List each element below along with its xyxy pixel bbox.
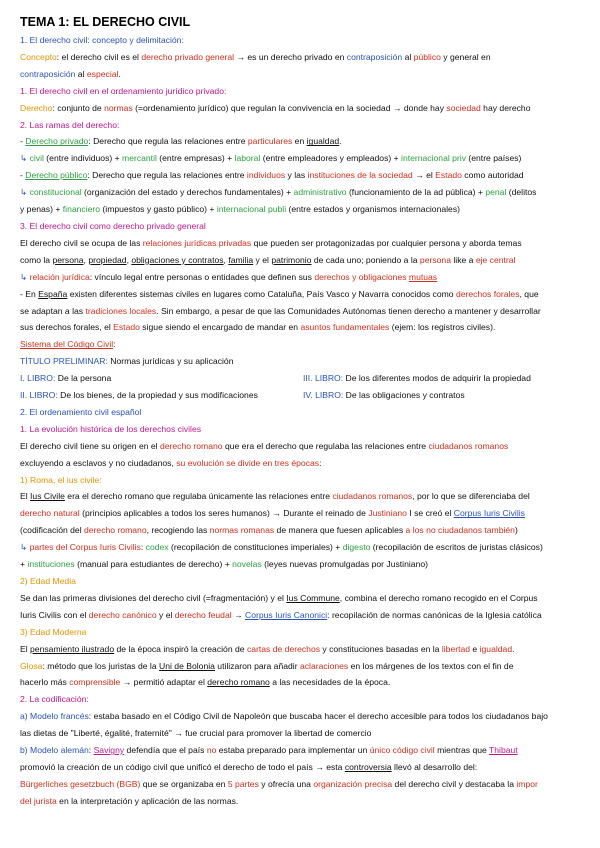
text-run: individuos <box>246 170 286 181</box>
text-run: ) <box>514 525 518 536</box>
text-run: eje central <box>475 254 516 265</box>
text-line <box>20 353 586 370</box>
text-run: : <box>140 542 146 553</box>
text-run: : vínculo legal entre personas o entidades que definen sus <box>89 271 315 282</box>
text-run: familia <box>228 254 254 265</box>
text-run: derecho feudal <box>174 609 232 620</box>
text-run: organización precisa <box>313 778 393 789</box>
text-run: igualdad <box>479 643 513 654</box>
text-run: novelas <box>232 559 262 570</box>
text-run: Glosa <box>20 660 43 671</box>
column-cell <box>20 387 303 404</box>
text-run: (entre estados y organismos internacionales) <box>286 204 460 215</box>
text-run: instituciones <box>27 559 75 570</box>
text-run: a los no ciudadanos también <box>405 525 515 536</box>
text-run: sus derechos forales, el <box>20 322 114 333</box>
text-run: . <box>339 136 342 147</box>
text-run: y penas) + <box>20 204 63 215</box>
text-run: (entre individuos) + <box>43 153 123 164</box>
text-run: De los bienes, de la propiedad y sus modificaciones <box>57 390 258 401</box>
text-run: al <box>402 51 414 62</box>
text-run: digesto <box>342 542 371 553</box>
text-run: IV. LIBRO: <box>303 390 344 401</box>
text-run: ↳ <box>20 271 30 282</box>
text-run: Concepto <box>20 51 57 62</box>
text-run: , combina el derecho romano recogido en el Corpus <box>339 592 538 603</box>
text-run: 2. Las ramas del derecho: <box>20 119 120 130</box>
text-run: del derecho civil y destacaba la <box>392 778 517 789</box>
text-run: codex <box>145 542 169 553</box>
column-cell <box>303 387 586 404</box>
text-run: 3. El derecho civil como derecho privado general <box>20 220 206 231</box>
document-body <box>20 32 586 810</box>
text-run: (codificación del <box>20 525 85 536</box>
text-run: y constituciones basadas en la <box>320 643 442 654</box>
text-run: y general en <box>440 51 491 62</box>
text-run: . <box>512 643 515 654</box>
text-run: Sistema del Código Civil <box>20 339 114 350</box>
text-run: Thibaut <box>489 745 518 756</box>
text-run: : <box>88 745 94 756</box>
text-run: contraposición <box>20 68 76 79</box>
text-run: b) Modelo alemán <box>20 745 89 756</box>
text-run: especial <box>86 68 119 79</box>
text-run: : <box>319 457 322 468</box>
text-run: que pueden ser protagonizadas por cualquier persona y aborda temas <box>251 237 522 248</box>
text-run: patrimonio <box>271 254 312 265</box>
text-run: 1) Roma, el ius civile: <box>20 474 102 485</box>
text-run: Corpus Iuris Canonici <box>245 609 328 620</box>
text-run: Ius Civile <box>30 491 65 502</box>
text-run: laboral <box>234 153 261 164</box>
text-run: existen diferentes sistemas civiles en lugares como Cataluña, País Vasco y Navarra conocidos como <box>67 288 456 299</box>
text-run: persona <box>419 254 451 265</box>
text-line <box>20 759 586 776</box>
text-run: Normas jurídicas y su aplicación <box>107 356 234 367</box>
text-run: : Derecho que regula las relaciones entre <box>87 170 247 181</box>
text-run: comprensible <box>69 677 121 688</box>
text-run: derecho natural <box>20 508 80 519</box>
text-run: pensamiento ilustrado <box>30 643 115 654</box>
text-run: , por lo que se diferenciaba del <box>412 491 530 502</box>
text-line <box>20 607 586 624</box>
text-run: financiero <box>62 204 101 215</box>
page-title: TEMA 1: EL DERECHO CIVIL <box>20 15 191 29</box>
two-column-line <box>20 370 586 387</box>
text-line <box>20 32 586 49</box>
text-run: promovió la creación de un código civil que unificó el derecho de todo el país → esta <box>20 761 345 772</box>
text-line <box>20 66 586 83</box>
text-run: tradiciones locales <box>85 305 157 316</box>
text-run: (organización del estado y derechos fundamentales) + <box>81 187 294 198</box>
text-run: único código civil <box>369 745 435 756</box>
text-line <box>20 573 586 590</box>
text-line <box>20 438 586 455</box>
text-run: , <box>223 254 229 265</box>
text-run: relación jurídica <box>29 271 90 282</box>
text-run: ciudadanos romanos <box>428 440 509 451</box>
text-run: De las obligaciones y contratos <box>343 390 465 401</box>
text-run: aclaraciones <box>299 660 349 671</box>
text-run: mercantil <box>122 153 157 164</box>
text-run: administrativo <box>293 187 347 198</box>
text-run: El derecho civil se ocupa de las <box>20 237 143 248</box>
text-run: ciudadanos romanos <box>332 491 413 502</box>
text-run: impor <box>516 778 538 789</box>
text-run: , <box>83 254 89 265</box>
text-run: derechos forales <box>455 288 520 299</box>
text-line <box>20 150 586 167</box>
text-run: de manera que fuesen aplicables <box>274 525 406 536</box>
text-run: excluyendo a esclavos y no ciudadanos, <box>20 457 177 468</box>
text-line <box>20 336 586 353</box>
text-line <box>20 167 586 184</box>
text-run: 5 partes <box>227 778 259 789</box>
text-run: partes del Corpus Iuris Civilis <box>29 542 141 553</box>
text-run: → permitió adaptar el <box>120 677 208 688</box>
text-run: y el <box>156 609 175 620</box>
text-run: derecho romano <box>207 677 270 688</box>
text-line <box>20 793 586 810</box>
text-run: 2) Edad Media <box>20 576 76 586</box>
text-run: España <box>38 288 68 299</box>
text-run: obligaciones y contratos <box>131 254 224 265</box>
text-run: hay derecho <box>480 102 531 113</box>
text-run: normas <box>104 102 133 113</box>
text-run: (funcionamiento de la ad pública) + <box>346 187 486 198</box>
text-run: (entre empresas) + <box>156 153 235 164</box>
text-run: (entre empleadores y empleados) + <box>260 153 402 164</box>
text-run: Bürgerliches gesetzbuch (BGB) <box>20 778 141 789</box>
text-run: Estado <box>113 322 140 333</box>
text-run: sociedad <box>446 102 481 113</box>
text-run: derechos y obligaciones <box>314 271 407 282</box>
text-line <box>20 624 586 641</box>
text-run: que se organizaba en <box>140 778 228 789</box>
text-run: controversia <box>344 761 392 772</box>
text-run: normas romanas <box>209 525 275 536</box>
text-run: - En <box>20 288 39 299</box>
text-run: De la persona <box>55 373 112 384</box>
text-run: ↳ <box>20 542 30 553</box>
text-run: I se creó el <box>406 508 454 519</box>
text-line <box>20 725 586 742</box>
text-line <box>20 201 586 218</box>
text-run: constitucional <box>29 187 82 198</box>
text-run: - <box>20 136 26 147</box>
text-run: like a <box>450 254 476 265</box>
text-run: y las <box>285 170 308 181</box>
text-line <box>20 658 586 675</box>
text-line <box>20 472 586 489</box>
text-run: TÍTULO PRELIMINAR: <box>20 356 108 367</box>
text-run: en <box>292 136 307 147</box>
text-run: Ius Commune <box>286 592 340 603</box>
text-line <box>20 776 586 793</box>
text-run: sigue siendo el encargado de mandar en <box>139 322 301 333</box>
text-run: . <box>118 68 121 79</box>
text-run: internacional priv <box>401 153 466 164</box>
text-run: Derecho <box>20 102 53 113</box>
text-run: del jurista <box>20 795 57 806</box>
text-run: su evolución se divide en tres épocas <box>176 457 320 468</box>
text-run: : <box>113 339 116 350</box>
text-run: y el <box>253 254 272 265</box>
text-run: utilizaron para añadir <box>214 660 300 671</box>
text-run: de la época inspiró la creación de <box>114 643 247 654</box>
column-cell <box>20 370 303 387</box>
text-line <box>20 691 586 708</box>
text-run: I. LIBRO: <box>20 373 56 384</box>
text-run: → es un derecho privado en <box>234 51 347 62</box>
text-run: 2. La codificación: <box>20 694 89 705</box>
text-run: 1. El derecho civil: concepto y delimitación: <box>20 35 184 45</box>
text-run: Estado <box>435 170 462 181</box>
text-run: : estaba basado en el Código Civil de Napoleón que buscaba hacer el derecho accesible para todos los ciudadanos bajo <box>88 711 548 722</box>
column-cell <box>303 370 586 387</box>
text-run: penal <box>485 187 507 198</box>
text-run: → el <box>412 170 436 181</box>
text-run: (=ordenamiento jurídico) que regulan la convivencia en la sociedad → donde hay <box>132 102 447 113</box>
text-run: a las necesidades de la época. <box>269 677 391 688</box>
text-run: instituciones de la sociedad <box>307 170 413 181</box>
text-run: Derecho público <box>25 170 88 181</box>
text-run: Justiniano <box>368 508 407 519</box>
text-run: Savigny <box>93 745 125 756</box>
text-run: ↳ <box>20 187 30 198</box>
text-line <box>20 133 586 150</box>
text-run: Derecho privado <box>25 136 89 147</box>
text-line <box>20 708 586 725</box>
text-run: Iuris Civilis con el <box>20 609 89 620</box>
text-line <box>20 505 586 522</box>
text-run: : método que los juristas de la <box>42 660 160 671</box>
text-line <box>20 83 586 100</box>
text-run: → <box>231 609 246 620</box>
text-run: en los márgenes de los textos con el fin de <box>348 660 514 671</box>
text-run: El <box>20 491 31 502</box>
text-run: 3) Edad Moderna <box>20 626 87 637</box>
text-run: asuntos fundamentales <box>300 322 390 333</box>
text-run: al <box>75 68 87 79</box>
text-line <box>20 184 586 201</box>
text-line <box>20 522 586 539</box>
text-run: : el derecho civil es el <box>56 51 142 62</box>
text-line <box>20 235 586 252</box>
text-run: : recopilación de normas canónicas de la Iglesia católica <box>327 609 542 620</box>
text-run: Se dan las primeras divisiones del derecho civil (=fragmentación) y el <box>20 592 287 603</box>
text-run: mutuas <box>408 271 438 282</box>
text-run: que era el derecho que regulaba las relaciones entre <box>222 440 429 451</box>
text-line <box>20 455 586 472</box>
text-run: (entre países) <box>466 153 522 164</box>
text-line <box>20 303 586 320</box>
text-run: : Derecho que regula las relaciones entre <box>88 136 248 147</box>
text-run: 2. El ordenamiento civil español <box>20 406 142 417</box>
text-run: (delitos <box>506 187 537 198</box>
text-line <box>20 556 586 573</box>
text-run: las dietas de "Liberté, égalité, fraternité" → fue crucial para promover la libertad de comercio <box>20 728 372 739</box>
text-run: + <box>20 559 28 570</box>
text-run: (leyes nuevas promulgadas por Justiniano) <box>261 559 428 570</box>
text-run: El <box>20 643 31 654</box>
text-line <box>20 641 586 658</box>
text-run: internacional publi <box>216 204 287 215</box>
text-line <box>20 117 586 134</box>
text-run: 1. El derecho civil en el ordenamiento jurídico privado: <box>20 85 227 96</box>
text-run: Corpus Iuris Civilis <box>453 508 525 519</box>
text-run: hacerlo más <box>20 677 70 688</box>
text-run: : conjunto de <box>52 102 105 113</box>
text-run: derecho romano <box>84 525 147 536</box>
text-run: , <box>126 254 132 265</box>
text-run: de cada uno; poniendo a la <box>311 254 420 265</box>
text-run: como autoridad <box>461 170 524 181</box>
text-line <box>20 590 586 607</box>
text-run: y ofrecía una <box>258 778 314 789</box>
text-line <box>20 488 586 505</box>
text-run: - <box>20 170 26 181</box>
text-run: estaba preparado para implementar un <box>216 745 370 756</box>
text-line <box>20 252 586 269</box>
text-line <box>20 218 586 235</box>
text-run: llevó al desarrollo del: <box>391 761 478 772</box>
text-line <box>20 539 586 556</box>
text-run: era el derecho romano que regulaba únicamente las relaciones entre <box>64 491 333 502</box>
text-run: (recopilación de escritos de juristas clásicos) <box>370 542 543 553</box>
text-run: particulares <box>247 136 293 147</box>
text-line <box>20 100 586 117</box>
text-run: civil <box>29 153 44 164</box>
text-run: (manual para estudiantes de derecho) + <box>74 559 233 570</box>
text-run: (recopilación de constituciones imperiales) + <box>168 542 343 553</box>
text-run: derecho privado general <box>141 51 235 62</box>
text-run: como la <box>20 254 53 265</box>
text-line <box>20 421 586 438</box>
text-run: cartas de derechos <box>246 643 321 654</box>
text-line <box>20 49 586 66</box>
text-run: se adaptan a las <box>20 305 86 316</box>
text-run: en la interpretación y aplicación de las normas. <box>56 795 239 806</box>
text-line <box>20 269 586 286</box>
text-run: contraposición <box>346 51 403 62</box>
text-run: defendía que el país <box>124 745 207 756</box>
text-run: derecho canónico <box>88 609 157 620</box>
text-run: (ejem: los registros civiles). <box>389 322 496 333</box>
text-line <box>20 404 586 421</box>
text-line <box>20 286 586 303</box>
text-run: (principios aplicables a todos los seres humanos) → Durante el reinado de <box>79 508 369 519</box>
text-run: público <box>413 51 441 62</box>
text-run: , recogiendo las <box>146 525 210 536</box>
text-run: propiedad <box>88 254 127 265</box>
text-run: III. LIBRO: <box>303 373 344 384</box>
text-run: 1. La evolución histórica de los derechos civiles <box>20 423 202 434</box>
two-column-line <box>20 387 586 404</box>
text-line <box>20 674 586 691</box>
text-run: Uni de Bolonia <box>159 660 215 671</box>
text-run: a) Modelo francés <box>20 711 89 722</box>
text-run: libertad <box>441 643 471 654</box>
text-run: no <box>206 745 217 756</box>
text-run: igualdad <box>306 136 340 147</box>
text-run: II. LIBRO: <box>20 390 58 401</box>
text-run: e <box>470 643 480 654</box>
text-run: El derecho civil tiene su origen en el <box>20 440 160 451</box>
text-run: De los diferentes modos de adquirir la propiedad <box>343 373 531 384</box>
text-run: relaciones jurídicas privadas <box>142 237 252 248</box>
text-run: ↳ <box>20 153 30 164</box>
text-run: (impuestos y gasto público) + <box>100 204 217 215</box>
text-run: mientras que <box>434 745 490 756</box>
text-run: persona <box>52 254 84 265</box>
text-line <box>20 742 586 759</box>
text-run: , que <box>519 288 539 299</box>
text-line <box>20 319 586 336</box>
text-run: . Sin embargo, a pesar de que las Comunidades Autónomas tienen derecho a mantener y desarrollar <box>156 305 541 316</box>
text-run: derecho romano <box>159 440 223 451</box>
